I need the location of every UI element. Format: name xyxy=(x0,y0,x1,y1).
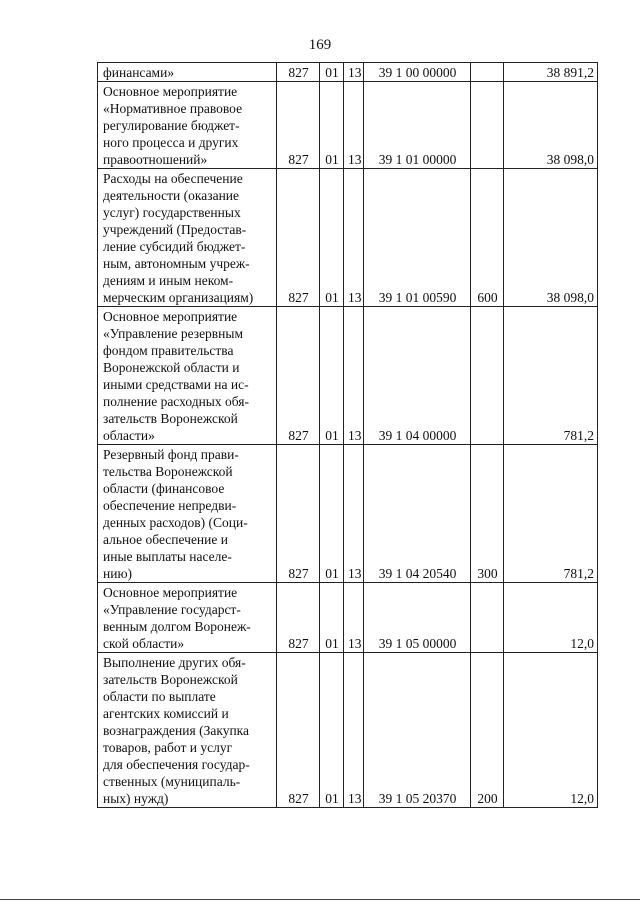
cell-ministry-code: 827 xyxy=(277,169,320,307)
cell-amount: 781,2 xyxy=(504,307,598,445)
cell-target-article: 39 1 04 00000 xyxy=(364,307,471,445)
description-line: учреждений (Предостав- xyxy=(103,222,247,237)
cell-expense-type xyxy=(471,82,504,169)
cell-ministry-code: 827 xyxy=(277,307,320,445)
cell-description xyxy=(98,63,277,82)
description-line: зательств Воронежской xyxy=(103,411,238,426)
cell-expense-type xyxy=(471,307,504,445)
cell-section: 01 xyxy=(320,307,344,445)
description-line: денных расходов) (Соци- xyxy=(103,515,248,530)
budget-table-body xyxy=(98,63,598,808)
description-line: Основное мероприятие xyxy=(103,309,238,324)
cell-ministry-code: 827 xyxy=(277,445,320,583)
cell-description xyxy=(98,583,277,653)
description-line: зательств Воронежской xyxy=(103,672,238,687)
cell-section: 01 xyxy=(320,445,344,583)
cell-amount: 12,0 xyxy=(504,653,598,808)
cell-ministry-code: 827 xyxy=(277,82,320,169)
table-row xyxy=(98,583,598,653)
cell-expense-type: 600 xyxy=(471,169,504,307)
description-line: обеспечение непредви- xyxy=(103,498,237,513)
description-line: альное обеспечение и xyxy=(103,532,228,547)
description-line: для обеспечения государ- xyxy=(103,757,250,772)
cell-target-article: 39 1 00 00000 xyxy=(364,63,471,82)
cell-section: 01 xyxy=(320,82,344,169)
cell-description xyxy=(98,653,277,808)
cell-subsection: 13 xyxy=(344,307,364,445)
description-line: регулирование бюджет- xyxy=(103,118,240,133)
cell-description xyxy=(98,445,277,583)
cell-subsection: 13 xyxy=(344,82,364,169)
cell-ministry-code: 827 xyxy=(277,63,320,82)
description-line: ление субсидий бюджет- xyxy=(103,239,246,254)
cell-ministry-code: 827 xyxy=(277,653,320,808)
description-line: Выполнение других обя- xyxy=(103,655,246,670)
cell-description xyxy=(98,82,277,169)
description-line: области» xyxy=(103,428,155,443)
description-line: Расходы на обеспечение xyxy=(103,171,243,186)
cell-expense-type xyxy=(471,583,504,653)
description-line: «Нормативное правовое xyxy=(103,101,243,116)
cell-expense-type xyxy=(471,63,504,82)
description-line: мерческим организациям) xyxy=(103,290,254,305)
description-line: «Управление государст- xyxy=(103,602,241,617)
description-line: ных) нужд) xyxy=(103,791,169,806)
description-line: полнение расходных обя- xyxy=(103,394,249,409)
description-line: венным долгом Воронеж- xyxy=(103,619,251,634)
cell-amount: 38 098,0 xyxy=(504,82,598,169)
description-line: дениям и иным неком- xyxy=(103,273,234,288)
description-line: услуг) государственных xyxy=(103,205,241,220)
description-line: области по выплате xyxy=(103,689,216,704)
cell-subsection: 13 xyxy=(344,63,364,82)
cell-section: 01 xyxy=(320,583,344,653)
table-row xyxy=(98,307,598,445)
cell-ministry-code: 827 xyxy=(277,583,320,653)
cell-description xyxy=(98,169,277,307)
cell-target-article: 39 1 01 00590 xyxy=(364,169,471,307)
cell-amount: 781,2 xyxy=(504,445,598,583)
cell-amount: 12,0 xyxy=(504,583,598,653)
description-line: «Управление резервным xyxy=(103,326,244,341)
page-bottom-rule xyxy=(0,899,640,900)
cell-description xyxy=(98,307,277,445)
cell-amount: 38 098,0 xyxy=(504,169,598,307)
cell-section: 01 xyxy=(320,63,344,82)
description-line: финансами» xyxy=(103,65,175,80)
cell-target-article: 39 1 05 00000 xyxy=(364,583,471,653)
description-line: иные выплаты населе- xyxy=(103,549,232,564)
description-line: Воронежской области и xyxy=(103,360,240,375)
description-line: вознаграждения (Закупка xyxy=(103,723,250,738)
cell-amount: 38 891,2 xyxy=(504,63,598,82)
cell-expense-type: 200 xyxy=(471,653,504,808)
cell-subsection: 13 xyxy=(344,583,364,653)
description-line: товаров, работ и услуг xyxy=(103,740,233,755)
description-line: нию) xyxy=(103,566,133,581)
table-row xyxy=(98,63,598,82)
description-line: фондом правительства xyxy=(103,343,234,358)
description-line: иными средствами на ис- xyxy=(103,377,249,392)
cell-subsection: 13 xyxy=(344,169,364,307)
cell-expense-type: 300 xyxy=(471,445,504,583)
description-line: ным, автономным учреж- xyxy=(103,256,250,271)
description-line: области (финансовое xyxy=(103,481,225,496)
cell-target-article: 39 1 04 20540 xyxy=(364,445,471,583)
table-row xyxy=(98,169,598,307)
description-line: ного процесса и других xyxy=(103,135,239,150)
cell-section: 01 xyxy=(320,169,344,307)
table-row xyxy=(98,653,598,808)
cell-subsection: 13 xyxy=(344,653,364,808)
description-line: Основное мероприятие xyxy=(103,585,238,600)
description-line: тельства Воронежской xyxy=(103,464,233,479)
table-row xyxy=(98,82,598,169)
table-row xyxy=(98,445,598,583)
description-line: деятельности (оказание xyxy=(103,188,240,203)
cell-section: 01 xyxy=(320,653,344,808)
description-line: Основное мероприятие xyxy=(103,84,238,99)
description-line: правоотношений» xyxy=(103,152,208,167)
description-line: ской области» xyxy=(103,636,185,651)
cell-target-article: 39 1 05 20370 xyxy=(364,653,471,808)
description-line: ственных (муниципаль- xyxy=(103,774,241,789)
cell-target-article: 39 1 01 00000 xyxy=(364,82,471,169)
description-line: Резервный фонд прави- xyxy=(103,447,239,462)
cell-subsection: 13 xyxy=(344,445,364,583)
page-number: 169 xyxy=(308,37,332,53)
budget-table xyxy=(97,62,598,808)
description-line: агентских комиссий и xyxy=(103,706,229,721)
